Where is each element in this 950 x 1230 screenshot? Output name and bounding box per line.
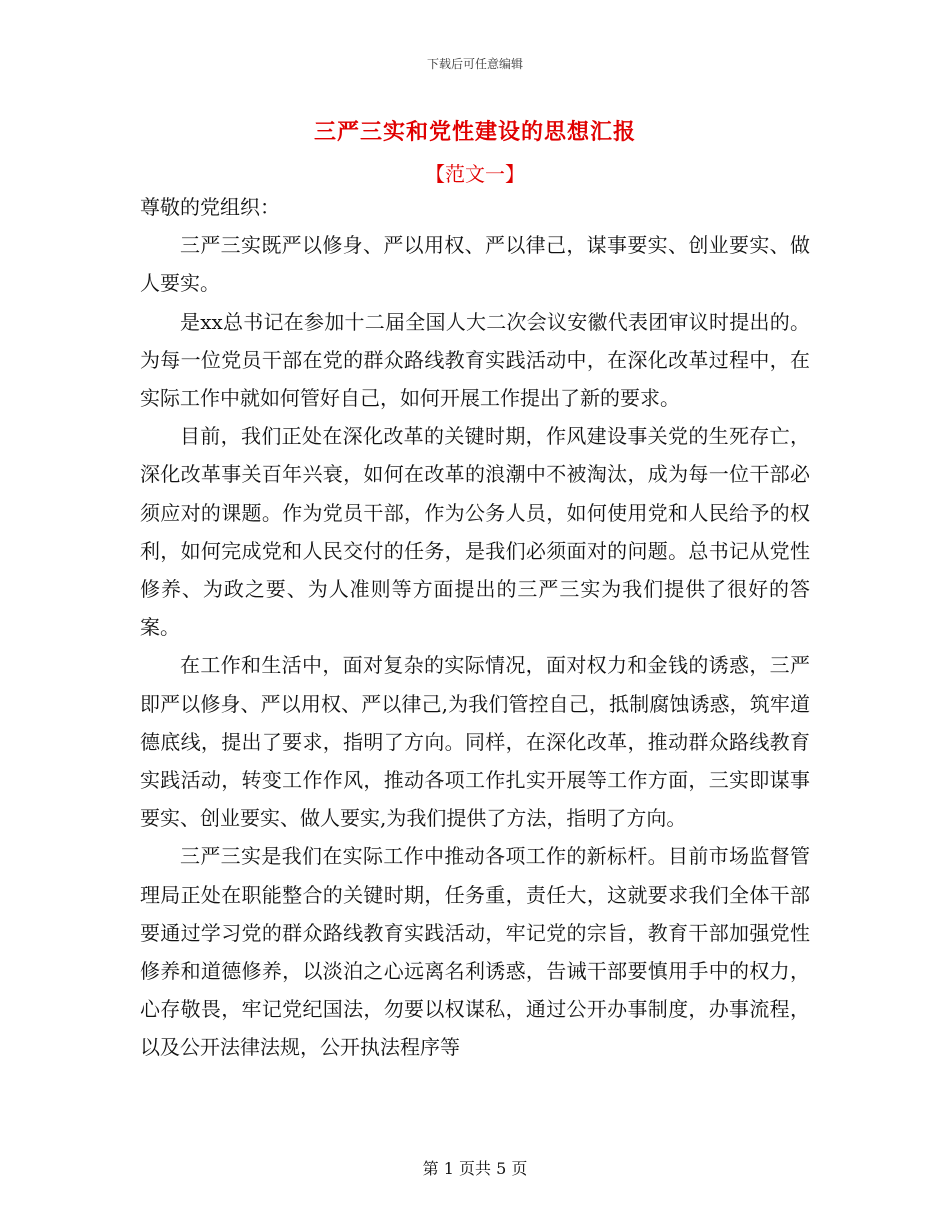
paragraph-5: 三严三实是我们在实际工作中推动各项工作的新标杆。目前市场监督管理局正处在职能整合的关键时期，任务重，责任大，这就要求我们全体干部要通过学习党的群众路线教育实践活动，牢记党的宗旨，教育干部加强党性修养和道德修养，以淡泊之心远离名利诱惑，告诫干部要慎用手中的权力，心存敬畏，牢记党纪国法，勿要以权谋私，通过公开办事制度，办事流程，以及公开法律法规，公开执法程序等 [140,844,810,1060]
document-title: 三严三实和党性建设的思想汇报 [313,119,636,145]
paragraph-1: 三严三实既严以修身、严以用权、严以律己，谋事要实、创业要实、做人要实。 [140,233,810,296]
paragraph-2: 是xx总书记在参加十二届全国人大二次会议安徽代表团审议时提出的。为每一位党员干部在党的群众路线教育实践活动中，在深化改革过程中，在实际工作中就如何管好自己，如何开展工作提出了新的要求。 [140,309,810,411]
header-note: 下载后可任意编辑 [426,57,523,71]
paragraph-3: 目前，我们正处在深化改革的关键时期，作风建设事关党的生死存亡，深化改革事关百年兴衰，如何在改革的浪潮中不被淘汰，成为每一位干部必须应对的课题。作为党员干部，作为公务人员，如何使用党和人民给予的权利，如何完成党和人民交付的任务，是我们必须面对的问题。总书记从党性修养、为政之要、为人准则等方面提出的三严三实为我们提供了很好的答案。 [140,424,810,640]
document-subtitle: 【范文一】 [425,162,525,186]
paragraph-4: 在工作和生活中，面对复杂的实际情况，面对权力和金钱的诱惑，三严即严以修身、严以用权、严以律己,为我们管控自己，抵制腐蚀诱惑，筑牢道德底线，提出了要求，指明了方向。同样，在深化改革，推动群众路线教育实践活动，转变工作作风，推动各项工作扎实开展等工作方面，三实即谋事要实、创业要实、做人要实,为我们提供了方法，指明了方向。 [140,653,810,831]
document-body [140,188,810,1067]
salutation: 尊敬的党组织： [140,195,280,219]
page-footer: 第 1 页共 5 页 [422,1159,528,1178]
